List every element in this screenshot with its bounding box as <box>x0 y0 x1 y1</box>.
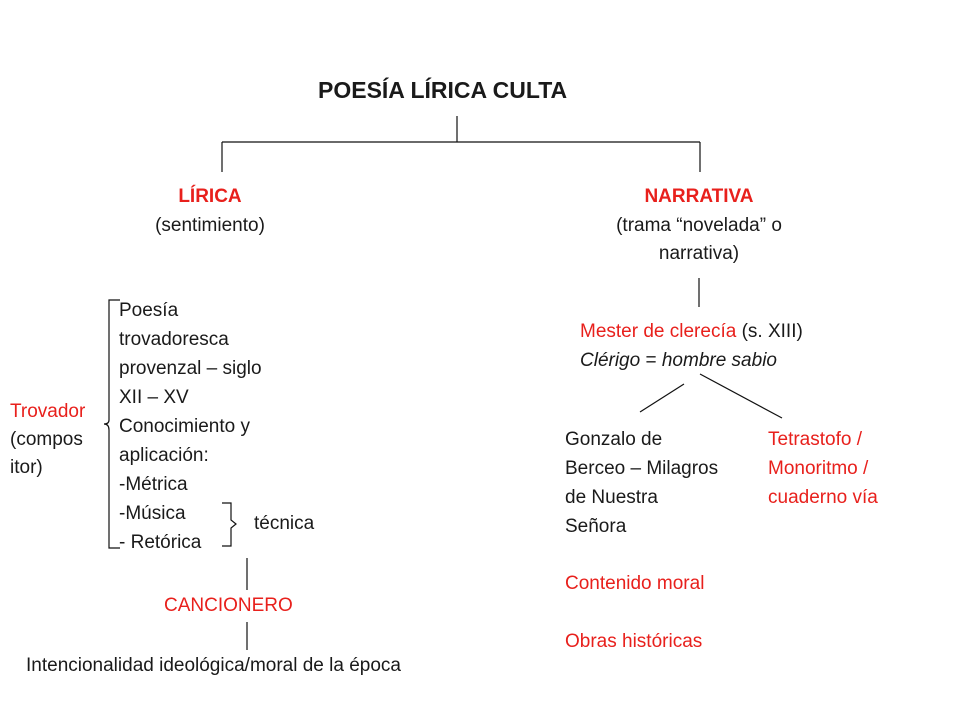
split-left-line <box>640 384 684 412</box>
trovador-brace <box>104 300 120 548</box>
poesia-line-2: trovadoresca <box>119 329 229 350</box>
poesia-line-7: -Métrica <box>119 474 188 495</box>
clerigo-definition: hombre sabio <box>661 350 777 371</box>
obras-historicas-label: Obras históricas <box>565 631 703 652</box>
cancionero-label: CANCIONERO <box>164 595 293 616</box>
poesia-line-5: Conocimiento y <box>119 416 250 437</box>
contenido-moral-label: Contenido moral <box>565 573 705 594</box>
tecnica-label: técnica <box>254 513 315 534</box>
narrativa-subtitle-line2: narrativa) <box>658 243 740 264</box>
tetrastofo-line-2: Monoritmo / <box>768 458 869 479</box>
trovador-label: Trovador <box>10 401 86 422</box>
split-right-line <box>700 374 782 418</box>
berceo-line-4: Señora <box>565 516 627 537</box>
page-title: POESÍA LÍRICA CULTA <box>318 77 568 103</box>
poesia-line-1: Poesía <box>119 300 179 321</box>
mester-line <box>580 318 803 347</box>
poesia-line-8: -Música <box>119 503 186 524</box>
berceo-line-3: de Nuestra <box>565 487 658 508</box>
tetrastofo-line-3: cuaderno vía <box>768 487 878 508</box>
trovador-subtitle-line2: itor) <box>10 457 43 478</box>
poesia-line-3: provenzal – siglo <box>119 358 262 379</box>
lirica-heading: LÍRICA <box>178 186 242 207</box>
narrativa-heading: NARRATIVA <box>644 186 754 207</box>
narrativa-subtitle-line1: (trama “novelada” o <box>616 215 782 236</box>
lirica-subtitle: (sentimiento) <box>155 215 265 236</box>
berceo-line-2: Berceo – Milagros <box>565 458 719 479</box>
intencionalidad-label: Intencionalidad ideológica/moral de la época <box>26 655 401 676</box>
berceo-line-1: Gonzalo de <box>565 429 663 450</box>
poesia-line-9: - Retórica <box>119 532 202 553</box>
mester-century: (s. XIII) <box>736 321 803 342</box>
poesia-line-6: aplicación: <box>119 445 209 466</box>
clerigo-equals: = <box>640 350 662 371</box>
clerigo-line <box>580 347 777 376</box>
poesia-line-4: XII – XV <box>119 387 189 408</box>
tecnica-brace <box>222 503 236 546</box>
mester-label: Mester de clerecía <box>580 321 737 342</box>
clerigo-term: Clérigo <box>580 350 641 371</box>
trovador-subtitle-line1: (compos <box>10 429 83 450</box>
tetrastofo-line-1: Tetrastofo / <box>768 429 862 450</box>
